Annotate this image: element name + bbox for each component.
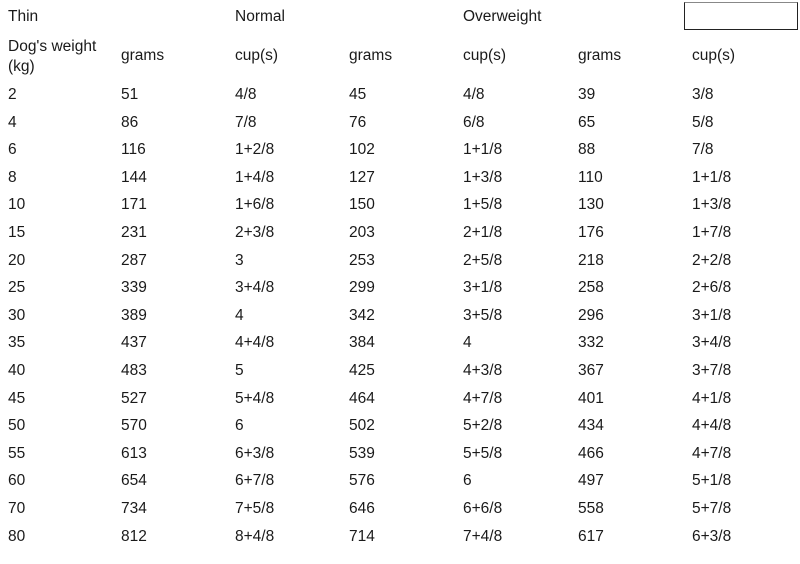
cell-normal-cups: 2+5/8 — [463, 252, 503, 269]
cell-dog-weight: 55 — [8, 445, 26, 462]
cell-thin-cups: 1+4/8 — [235, 169, 275, 186]
cell-overweight-cups: 3+4/8 — [692, 334, 732, 351]
cell-dog-weight: 8 — [8, 169, 17, 186]
cell-thin-cups: 1+6/8 — [235, 196, 275, 213]
cell-normal-cups: 6 — [463, 472, 472, 489]
cell-normal-grams: 714 — [349, 528, 375, 545]
cell-dog-weight: 40 — [8, 362, 26, 379]
cell-overweight-cups: 3+1/8 — [692, 307, 732, 324]
cell-dog-weight: 70 — [8, 500, 26, 517]
empty-cell-box[interactable] — [684, 2, 798, 30]
cell-normal-grams: 464 — [349, 390, 375, 407]
cell-dog-weight: 6 — [8, 141, 17, 158]
cell-normal-grams: 425 — [349, 362, 375, 379]
header-thin-cups: cup(s) — [235, 47, 279, 64]
cell-overweight-cups: 6+3/8 — [692, 528, 732, 545]
cell-dog-weight: 10 — [8, 196, 26, 213]
section-label-thin: Thin — [8, 8, 39, 25]
cell-dog-weight: 35 — [8, 334, 26, 351]
cell-thin-grams: 812 — [121, 528, 147, 545]
cell-thin-grams: 86 — [121, 114, 139, 131]
cell-normal-grams: 539 — [349, 445, 375, 462]
cell-dog-weight: 20 — [8, 252, 26, 269]
cell-overweight-cups: 5/8 — [692, 114, 714, 131]
cell-thin-cups: 1+2/8 — [235, 141, 275, 158]
cell-normal-grams: 502 — [349, 417, 375, 434]
cell-thin-grams: 144 — [121, 169, 147, 186]
cell-normal-grams: 76 — [349, 114, 367, 131]
cell-thin-cups: 6 — [235, 417, 244, 434]
cell-dog-weight: 4 — [8, 114, 17, 131]
cell-overweight-grams: 110 — [578, 169, 603, 186]
cell-thin-grams: 171 — [121, 196, 147, 213]
cell-thin-cups: 4+4/8 — [235, 334, 275, 351]
cell-thin-grams: 389 — [121, 307, 147, 324]
cell-overweight-grams: 332 — [578, 334, 604, 351]
cell-thin-grams: 231 — [121, 224, 147, 241]
header-overweight-cups: cup(s) — [692, 47, 736, 64]
cell-thin-grams: 287 — [121, 252, 147, 269]
cell-normal-cups: 7+4/8 — [463, 528, 503, 545]
cell-thin-cups: 6+7/8 — [235, 472, 275, 489]
cell-dog-weight: 15 — [8, 224, 26, 241]
cell-normal-cups: 4/8 — [463, 86, 485, 103]
cell-normal-grams: 299 — [349, 279, 375, 296]
cell-overweight-grams: 558 — [578, 500, 604, 517]
cell-overweight-cups: 1+3/8 — [692, 196, 732, 213]
header-overweight-grams: grams — [578, 47, 622, 64]
cell-overweight-cups: 1+1/8 — [692, 169, 732, 186]
cell-normal-cups: 4 — [463, 334, 472, 351]
cell-overweight-cups: 1+7/8 — [692, 224, 732, 241]
cell-overweight-cups: 7/8 — [692, 141, 714, 158]
cell-overweight-grams: 296 — [578, 307, 604, 324]
cell-thin-cups: 7/8 — [235, 114, 257, 131]
cell-normal-grams: 203 — [349, 224, 375, 241]
cell-overweight-cups: 4+1/8 — [692, 390, 732, 407]
header-dog-weight-line1: Dog's weight — [8, 38, 97, 55]
cell-thin-cups: 8+4/8 — [235, 528, 275, 545]
cell-overweight-cups: 5+7/8 — [692, 500, 732, 517]
cell-normal-cups: 3+5/8 — [463, 307, 503, 324]
cell-overweight-cups: 5+1/8 — [692, 472, 732, 489]
cell-thin-grams: 654 — [121, 472, 147, 489]
cell-overweight-cups: 2+6/8 — [692, 279, 732, 296]
cell-dog-weight: 2 — [8, 86, 17, 103]
cell-thin-grams: 437 — [121, 334, 147, 351]
cell-thin-cups: 2+3/8 — [235, 224, 275, 241]
header-normal-grams: grams — [349, 47, 393, 64]
cell-normal-cups: 2+1/8 — [463, 224, 503, 241]
cell-normal-grams: 102 — [349, 141, 375, 158]
cell-thin-cups: 7+5/8 — [235, 500, 275, 517]
section-label-normal: Normal — [235, 8, 285, 25]
cell-thin-cups: 6+3/8 — [235, 445, 275, 462]
header-dog-weight-line2: (kg) — [8, 58, 35, 75]
cell-overweight-grams: 65 — [578, 114, 596, 131]
cell-overweight-cups: 2+2/8 — [692, 252, 732, 269]
cell-normal-cups: 1+1/8 — [463, 141, 503, 158]
cell-normal-grams: 646 — [349, 500, 375, 517]
cell-normal-grams: 127 — [349, 169, 375, 186]
cell-dog-weight: 50 — [8, 417, 26, 434]
cell-thin-cups: 5+4/8 — [235, 390, 275, 407]
header-normal-cups: cup(s) — [463, 47, 507, 64]
header-thin-grams: grams — [121, 47, 165, 64]
cell-normal-cups: 4+7/8 — [463, 390, 503, 407]
cell-dog-weight: 25 — [8, 279, 26, 296]
cell-normal-grams: 384 — [349, 334, 375, 351]
cell-thin-cups: 5 — [235, 362, 244, 379]
cell-overweight-grams: 258 — [578, 279, 604, 296]
cell-overweight-grams: 497 — [578, 472, 604, 489]
section-label-overweight: Overweight — [463, 8, 542, 25]
cell-thin-grams: 51 — [121, 86, 139, 103]
cell-normal-grams: 576 — [349, 472, 375, 489]
cell-overweight-grams: 176 — [578, 224, 604, 241]
cell-normal-cups: 6+6/8 — [463, 500, 503, 517]
cell-dog-weight: 45 — [8, 390, 26, 407]
cell-overweight-grams: 617 — [578, 528, 604, 545]
cell-overweight-grams: 434 — [578, 417, 604, 434]
cell-normal-cups: 1+5/8 — [463, 196, 503, 213]
cell-thin-cups: 4/8 — [235, 86, 257, 103]
cell-overweight-cups: 4+7/8 — [692, 445, 732, 462]
cell-normal-grams: 253 — [349, 252, 375, 269]
cell-overweight-cups: 4+4/8 — [692, 417, 732, 434]
cell-overweight-grams: 39 — [578, 86, 596, 103]
cell-normal-cups: 6/8 — [463, 114, 485, 131]
cell-overweight-grams: 401 — [578, 390, 604, 407]
cell-normal-cups: 4+3/8 — [463, 362, 503, 379]
cell-overweight-grams: 88 — [578, 141, 596, 158]
cell-dog-weight: 30 — [8, 307, 26, 324]
cell-normal-grams: 150 — [349, 196, 375, 213]
cell-overweight-cups: 3/8 — [692, 86, 714, 103]
cell-normal-grams: 45 — [349, 86, 367, 103]
cell-overweight-grams: 367 — [578, 362, 604, 379]
cell-thin-grams: 613 — [121, 445, 147, 462]
cell-thin-grams: 483 — [121, 362, 147, 379]
cell-normal-grams: 342 — [349, 307, 375, 324]
cell-normal-cups: 1+3/8 — [463, 169, 503, 186]
cell-dog-weight: 80 — [8, 528, 26, 545]
cell-overweight-grams: 218 — [578, 252, 604, 269]
cell-thin-grams: 570 — [121, 417, 147, 434]
cell-normal-cups: 5+2/8 — [463, 417, 503, 434]
cell-thin-grams: 734 — [121, 500, 147, 517]
cell-thin-cups: 3 — [235, 252, 244, 269]
cell-thin-cups: 3+4/8 — [235, 279, 275, 296]
cell-normal-cups: 3+1/8 — [463, 279, 503, 296]
cell-dog-weight: 60 — [8, 472, 26, 489]
cell-thin-grams: 339 — [121, 279, 147, 296]
cell-overweight-grams: 130 — [578, 196, 604, 213]
cell-normal-cups: 5+5/8 — [463, 445, 503, 462]
cell-overweight-grams: 466 — [578, 445, 604, 462]
cell-thin-grams: 527 — [121, 390, 147, 407]
cell-thin-cups: 4 — [235, 307, 244, 324]
cell-thin-grams: 116 — [121, 141, 146, 158]
cell-overweight-cups: 3+7/8 — [692, 362, 732, 379]
